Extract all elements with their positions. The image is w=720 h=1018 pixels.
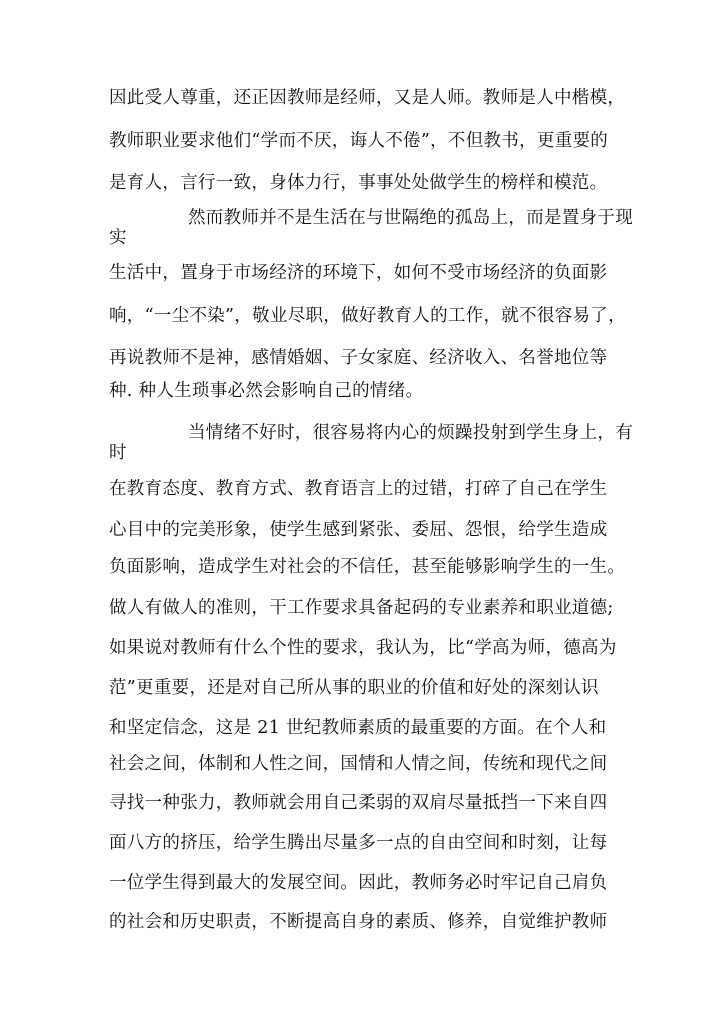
text-line: 负面影响，造成学生对社会的不信任，甚至能够影响学生的一生。 xyxy=(109,557,626,577)
text-line: 种. 种人生琐事必然会影响自己的情绪。 xyxy=(109,381,424,401)
paragraph-start-line: 当情绪不好时，很容易将内心的烦躁投射到学生身上，有 xyxy=(188,423,633,443)
text-line: 是育人，言行一致，身体力行，事事处处做学生的榜样和模范。 xyxy=(109,173,608,193)
text-line: 一位学生得到最大的发展空间。因此，教师务必时牢记自己肩负 xyxy=(109,873,608,893)
text-line: 范”更重要，还是对自己所从事的职业的价值和好处的深刻认识 xyxy=(109,678,599,698)
text-line: 因此受人尊重，还正因教师是经师，又是人师。教师是人中楷模， xyxy=(109,88,626,108)
text-line: 生活中，置身于市场经济的环境下，如何不受市场经济的负面影 xyxy=(109,263,608,283)
text-line: 面八方的挤压，给学生腾出尽量多一点的自由空间和时刻，让每 xyxy=(109,833,608,853)
text-line: 社会之间，体制和人性之间，国情和人情之间，传统和现代之间 xyxy=(109,754,608,774)
text-line: 响，“一尘不染”，敬业尽职，做好教育人的工作，就不很容易了， xyxy=(109,306,626,326)
text-line: 寻找一种张力，教师就会用自己柔弱的双肩尽量抵挡一下来自四 xyxy=(109,793,608,813)
text-line: 的社会和历史职责，不断提高自身的素质、修养，自觉维护教师 xyxy=(109,912,608,932)
text-line: 做人有做人的准则，干工作要求具备起码的专业素养和职业道德; xyxy=(109,598,614,618)
text-line: 时 xyxy=(109,443,127,463)
text-line: 如果说对教师有什么个性的要求，我认为，比“学高为师，德高为 xyxy=(109,638,617,658)
text-line: 在教育态度、教育方式、教育语言上的过错，打碎了自己在学生 xyxy=(109,479,608,499)
text-line: 再说教师不是神，感情婚姻、子女家庭、经济收入、名誉地位等 xyxy=(109,348,608,368)
text-line: 心目中的完美形象，使学生感到紧张、委屈、怨恨，给学生造成 xyxy=(109,520,608,540)
text-line: 教师职业要求他们“学而不厌，诲人不倦”，不但教书，更重要的 xyxy=(109,131,609,151)
text-line: 和坚定信念，这是 21 世纪教师素质的最重要的方面。在个人和 xyxy=(109,718,607,738)
paragraph-start-line: 然而教师并不是生活在与世隔绝的孤岛上，而是置身于现 xyxy=(188,208,633,228)
text-line: 实 xyxy=(109,228,127,248)
